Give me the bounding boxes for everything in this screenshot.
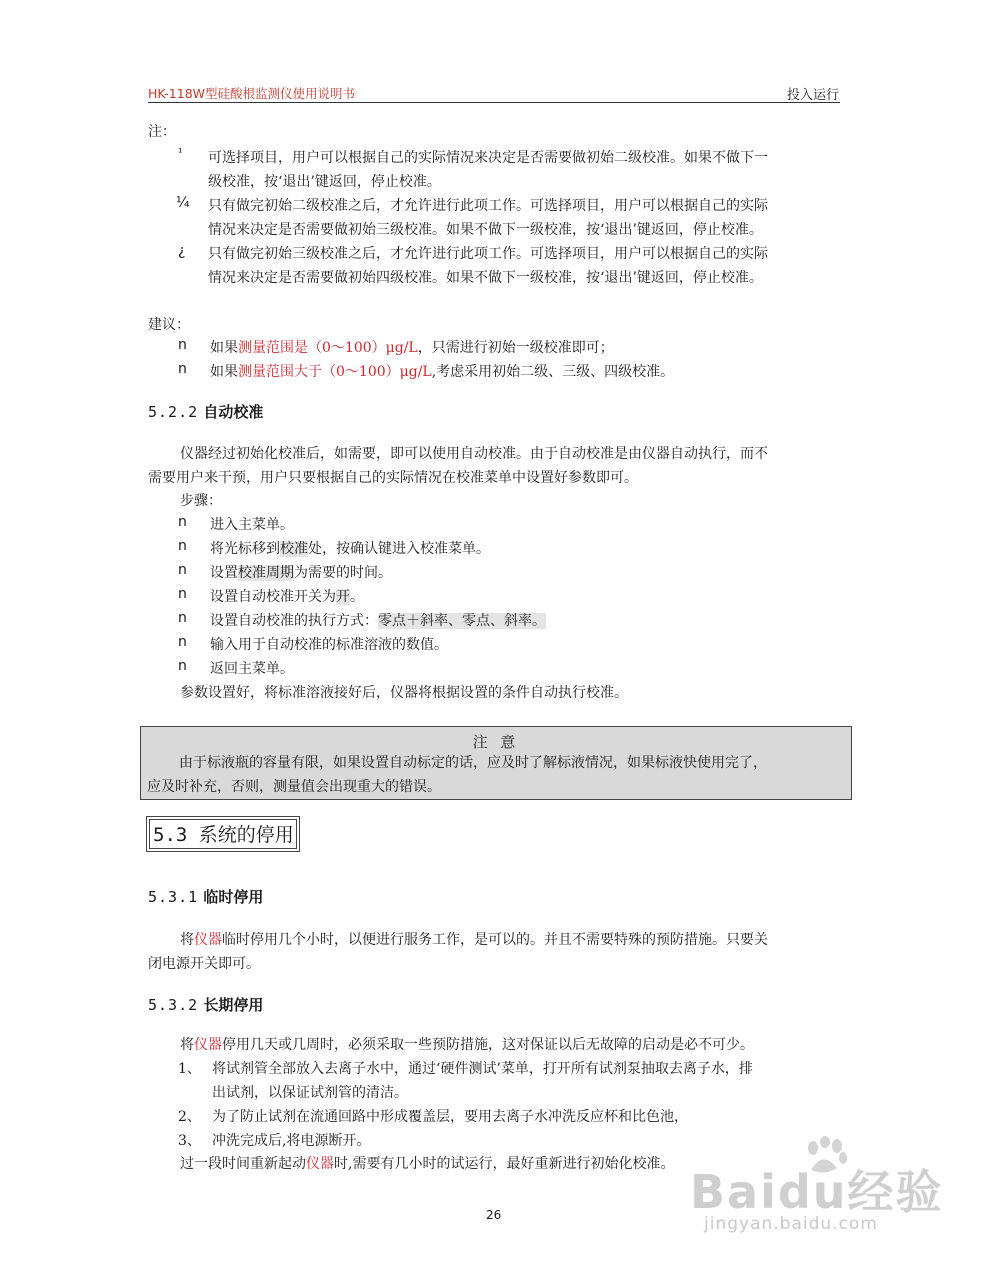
highlighted-range: 测量范围大于（0～100）μg/L [238,364,432,380]
paragraph-line: 需要用户来干预，用户只要根据自己的实际情况在校准菜单中设置好参数即可。 [148,470,638,486]
term-instrument: 仪器 [194,1037,222,1053]
note-text-line: 可选择项目，用户可以根据自己的实际情况来决定是否需要做初始二级校准。如果不做下一 [208,150,768,166]
paragraph-line: 将仪器临时停用几个小时，以便进行服务工作，是可以的。并且不需要特殊的预防措施。只要关 [180,932,768,948]
list-text-line: 将试剂管全部放入去离子水中，通过‘硬件测试’菜单，打开所有试剂泵抽取去离子水，排 [212,1061,753,1077]
step-text: 进入主菜单。 [210,517,294,533]
section-heading-5-3 [146,816,300,852]
menu-term: 校准 [280,541,308,557]
page-number: 26 [486,1208,502,1222]
section-title: 5.3 系统的停用 [149,819,297,849]
watermark-brand: Baidu经验 [690,1165,944,1219]
step-text: 返回主菜单。 [210,661,294,677]
bullet-marker: n [178,610,187,626]
bullet-marker: n [178,658,187,674]
notes-label: 注： [148,124,176,140]
list-text-line: 出试剂，以保证试剂管的清洁。 [212,1085,408,1101]
bullet-marker: n [178,634,187,650]
bullet-marker: n [178,562,187,578]
caution-box [140,726,852,800]
paragraph-line: 仪器经过初始化校准后，如需要，即可以使用自动校准。由于自动校准是由仪器自动执行，而不 [180,446,768,462]
step-text: 设置自动校准开关为开。 [210,589,364,605]
term-instrument: 仪器 [306,1156,334,1172]
advice-text: 如果测量范围是（0～100）μg/L，只需进行初始一级校准即可； [210,340,614,356]
caution-title: 注 意 [472,733,520,751]
menu-term: 零点＋斜率、零点、斜率。 [378,613,546,629]
list-text-line: 冲洗完成后,将电源断开。 [212,1133,371,1149]
paragraph-line: 闭电源开关即可。 [148,956,260,972]
highlighted-range: 测量范围是（0～100）μg/L [238,340,418,356]
list-number: 3、 [178,1133,201,1149]
list-number: 2、 [178,1109,201,1125]
list-text-line: 为了防止试剂在流通回路中形成覆盖层，要用去离子水冲洗反应杯和比色池， [212,1109,688,1125]
header-doc-title: HK-118W型硅酸根监测仪使用说明书 [148,86,356,101]
note-text-line: 只有做完初始二级校准之后，才允许进行此项工作。可选择项目，用户可以根据自己的实际 [208,198,768,214]
bullet-marker: n [178,514,187,530]
note-text-line: 情况来决定是否需要做初始四级校准。如果不做下一级校准，按‘退出’键返回，停止校准。 [208,270,763,286]
term-instrument: 仪器 [194,932,222,948]
paragraph-line: 将仪器停用几天或几周时，必须采取一些预防措施，这对保证以后无故障的启动是必不可少。 [180,1037,754,1053]
menu-term: 校准周期 [238,565,294,581]
bullet-marker: n [178,538,187,554]
section-heading-5-3-2: 5.3.2 长期停用 [148,996,264,1014]
paragraph-line: 过一段时间重新起动仪器时,需要有几小时的试运行，最好重新进行初始化校准。 [180,1156,675,1172]
note-marker: ¹ [178,146,183,159]
bullet-marker: n [178,337,187,353]
note-text-line: 情况来决定是否需要做初始三级校准。如果不做下一级校准，按‘退出’键返回，停止校准。 [208,222,763,238]
note-text-line: 只有做完初始三级校准之后，才允许进行此项工作。可选择项目，用户可以根据自己的实际 [208,246,768,262]
caution-line: 由于标液瓶的容量有限，如果设置自动标定的话，应及时了解标液情况，如果标液快使用完了， [179,755,767,771]
watermark-url: jingyan.baidu.com [704,1214,878,1234]
section-heading-5-3-1: 5.3.1 临时停用 [148,888,264,906]
step-text: 输入用于自动校准的标准溶液的数值。 [210,637,448,653]
step-text: 将光标移到校准处，按确认键进入校准菜单。 [210,541,490,557]
header-section-name: 投入运行 [786,88,839,103]
note-text-line: 级校准，按‘退出’键返回，停止校准。 [208,174,441,190]
menu-term: 开 [336,589,350,605]
step-text: 设置自动校准的执行方式：零点＋斜率、零点、斜率。 [210,613,546,629]
paragraph-line: 参数设置好，将标准溶液接好后，仪器将根据设置的条件自动执行校准。 [180,685,628,701]
section-heading-5-2-2: 5.2.2 自动校准 [148,403,264,421]
bullet-marker: n [178,361,187,377]
caution-line: 应及时补充，否则，测量值会出现重大的错误。 [147,779,441,795]
advice-label: 建议： [148,317,190,333]
note-marker: ¿ [178,243,186,259]
list-number: 1、 [178,1061,201,1077]
note-marker: ¼ [176,195,190,211]
steps-label: 步骤： [180,493,222,509]
bullet-marker: n [178,586,187,602]
step-text: 设置校准周期为需要的时间。 [210,565,392,581]
header-divider [148,102,840,103]
advice-text: 如果测量范围大于（0～100）μg/L,考虑采用初始二级、三级、四级校准。 [210,364,675,380]
